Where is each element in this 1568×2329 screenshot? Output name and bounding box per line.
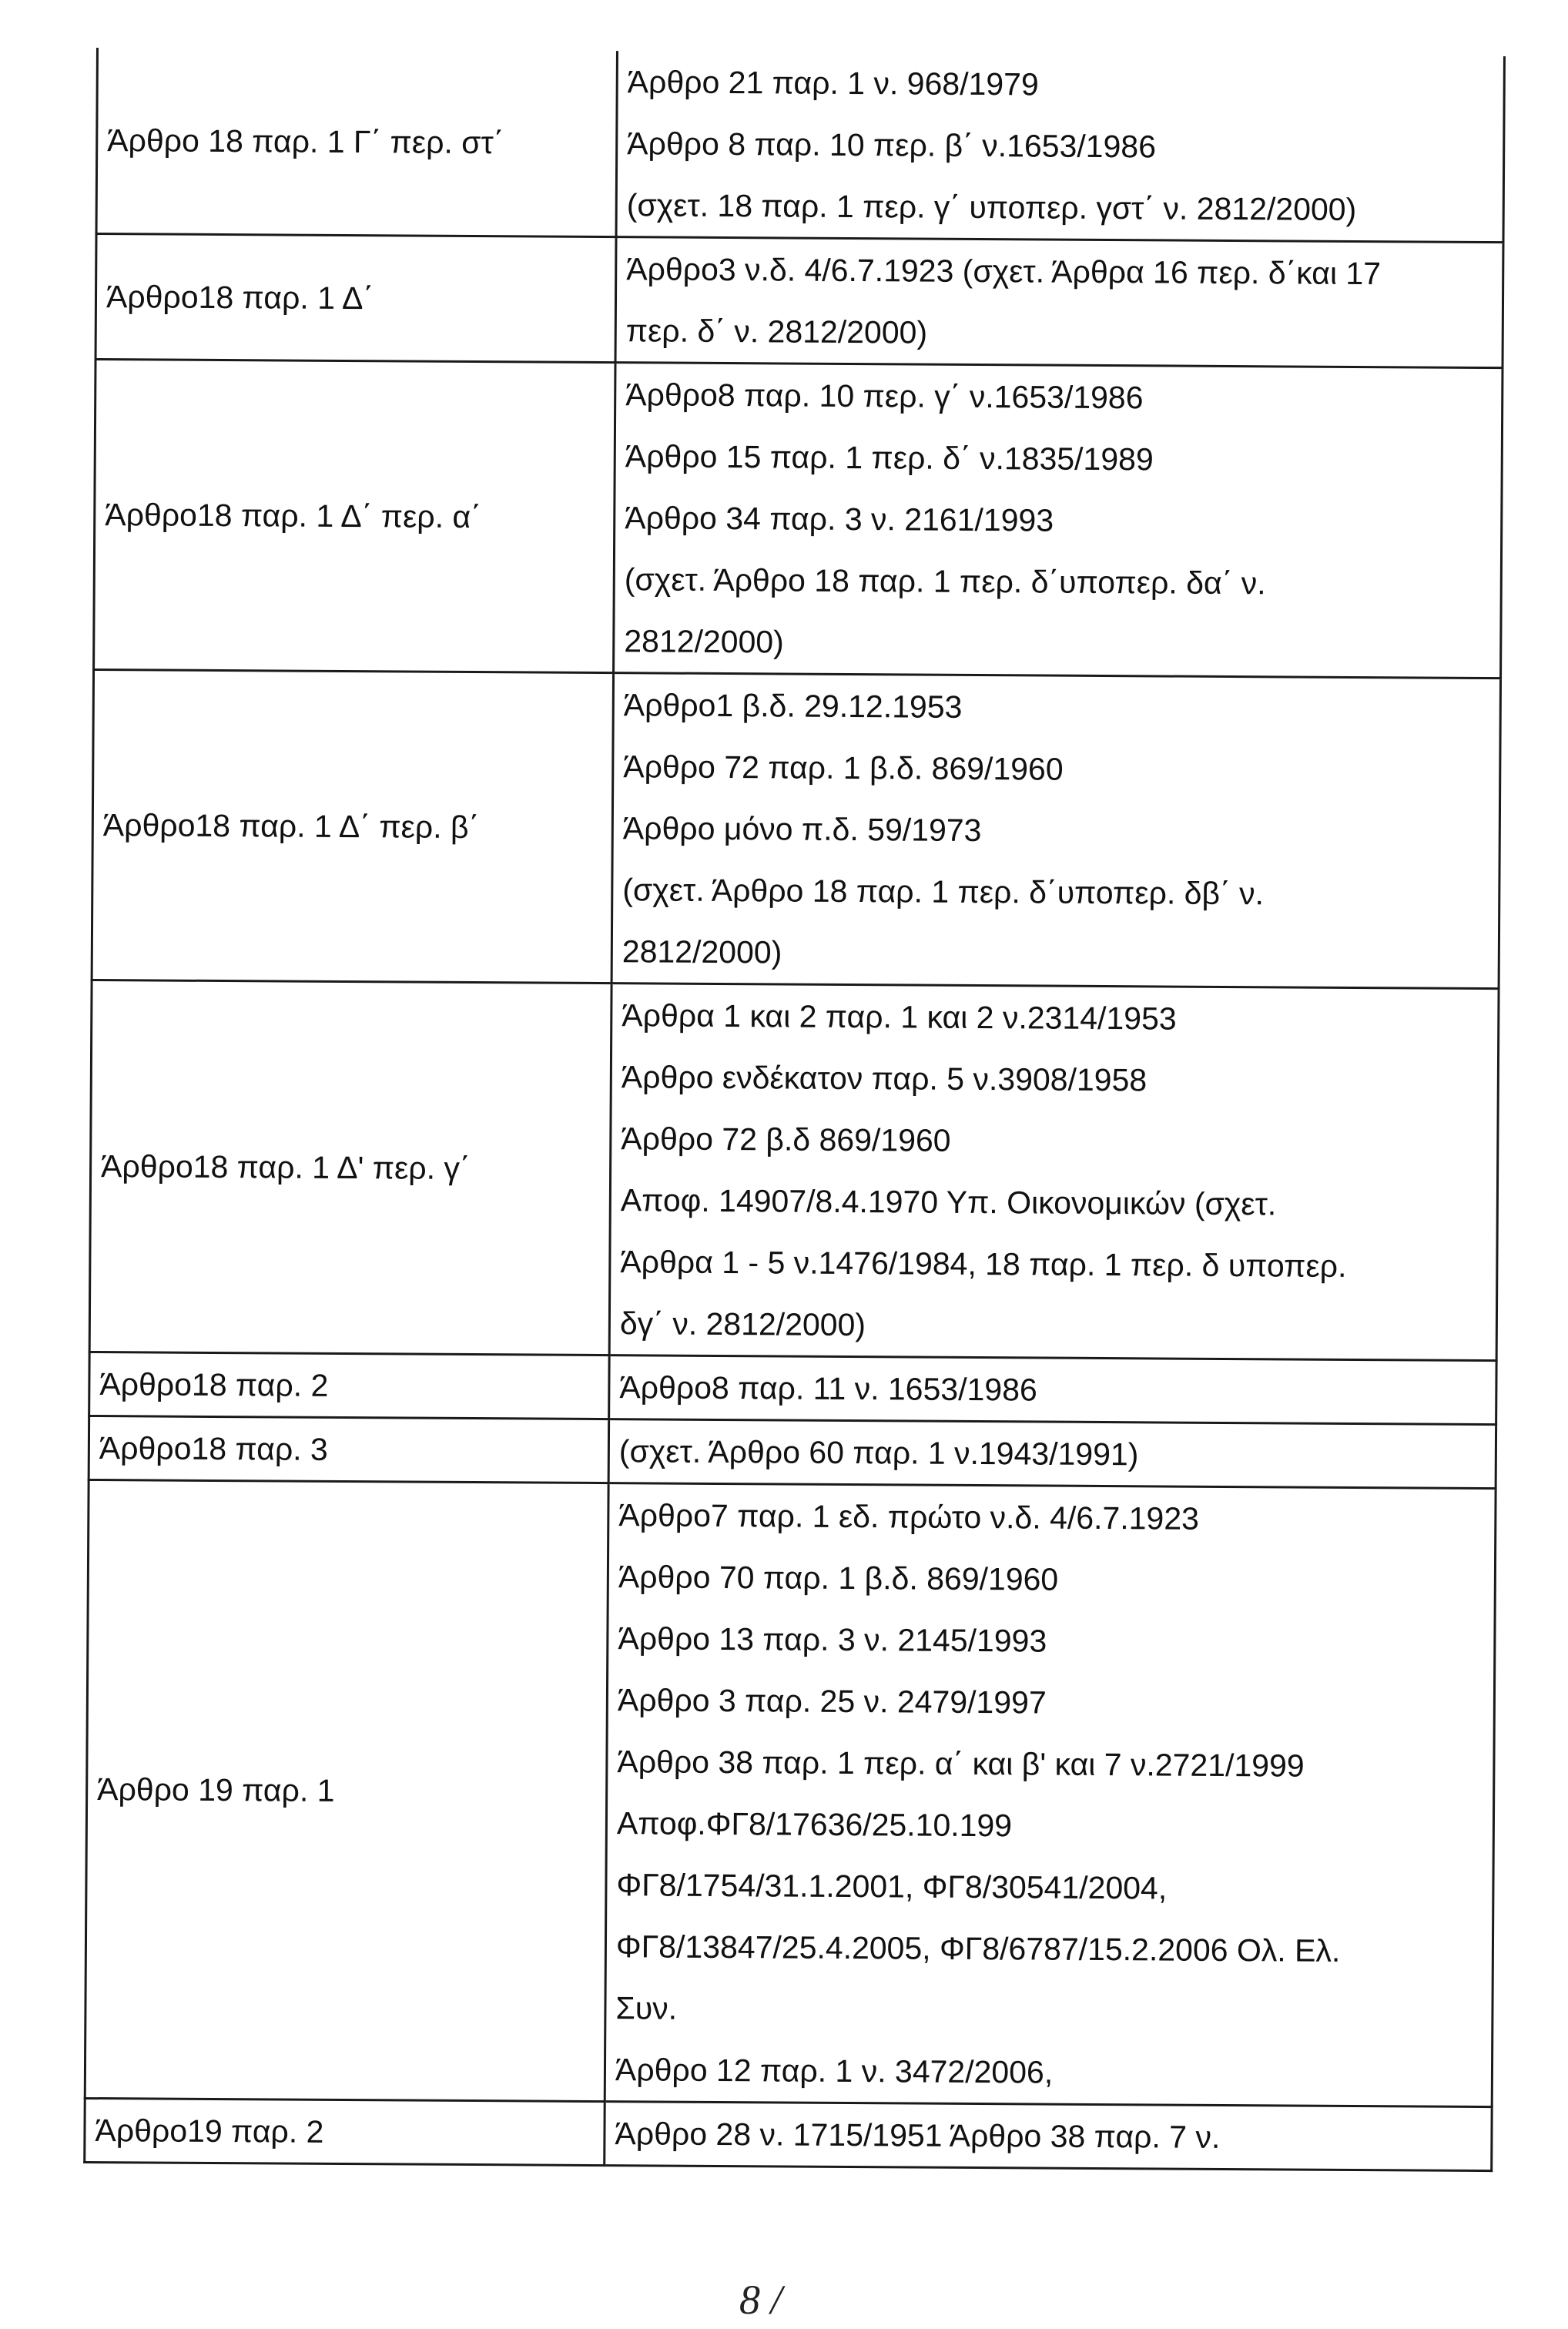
source-line: 2812/2000): [622, 933, 782, 970]
source-line: Συν.: [615, 1990, 678, 2026]
source-cell: [609, 984, 1499, 1361]
source-line: (σχετ. Άρθρο 60 παρ. 1 ν.1943/1991): [618, 1433, 1139, 1473]
source-line: Άρθρο 15 παρ. 1 περ. δ΄ ν.1835/1989: [625, 438, 1154, 478]
source-line: Άρθρο 3 παρ. 25 ν. 2479/1997: [617, 1682, 1047, 1721]
source-line: Άρθρα 1 - 5 ν.1476/1984, 18 παρ. 1 περ. δ υποπερ.: [620, 1244, 1347, 1284]
source-line: Άρθρο7 παρ. 1 εδ. πρώτο ν.δ. 4/6.7.1923: [618, 1497, 1200, 1536]
source-cell: [611, 673, 1500, 989]
source-line: Αποφ. 14907/8.4.1970 Υπ. Οικονομικών (σχετ.: [620, 1182, 1277, 1222]
provision-cell: Άρθρο18 παρ. 1 Δ΄ περ. β΄: [92, 669, 613, 983]
source-cell: [616, 51, 1504, 243]
source-cell: [614, 363, 1503, 679]
table-row: [95, 234, 1503, 368]
provision-cell: Άρθρο19 παρ. 2: [85, 2098, 605, 2165]
provision-cell: Άρθρο 19 παρ. 1: [85, 1480, 608, 2101]
page-number-mark: 8 /: [739, 2277, 782, 2323]
source-line: Άρθρο8 παρ. 10 περ. γ΄ ν.1653/1986: [625, 377, 1144, 416]
source-line: Άρθρο 72 παρ. 1 β.δ. 869/1960: [623, 749, 1064, 787]
source-line: ΦΓ8/13847/25.4.2005, ΦΓ8/6787/15.2.2006 Ολ. Ελ.: [615, 1929, 1341, 1969]
table-row: [89, 1352, 1496, 1424]
provision-cell: Άρθρο18 παρ. 1 Δ΄ περ. α΄: [94, 360, 615, 673]
source-line: Άρθρο μόνο π.δ. 59/1973: [622, 810, 982, 849]
table-row: [96, 48, 1504, 243]
source-line: περ. δ΄ ν. 2812/2000): [625, 313, 928, 350]
provision-cell: Άρθρο18 παρ. 1 Δ' περ. γ΄: [89, 980, 611, 1355]
provision-cell: Άρθρο18 παρ. 2: [89, 1352, 610, 1419]
source-line: Άρθρο 34 παρ. 3 ν. 2161/1993: [625, 500, 1054, 538]
source-line: Άρθρο 72 β.δ 869/1960: [621, 1121, 951, 1158]
table-row: [85, 1480, 1496, 2106]
table-row: [92, 669, 1500, 988]
source-cell: [605, 2102, 1492, 2171]
table-row: [89, 980, 1499, 1360]
source-cell: [608, 1419, 1496, 1489]
source-line: ΦΓ8/1754/31.1.2001, ΦΓ8/30541/2004,: [616, 1867, 1168, 1906]
source-cell: [615, 237, 1503, 368]
table-row: [85, 2098, 1492, 2170]
source-line: Αποφ.ΦΓ8/17636/25.10.199: [616, 1805, 1013, 1844]
table-row: [94, 360, 1503, 679]
provision-cell: Άρθρο18 παρ. 1 Δ΄: [95, 234, 616, 363]
table-row: [89, 1416, 1496, 1488]
source-line: Άρθρο ενδέκατον παρ. 5 ν.3908/1958: [621, 1059, 1148, 1098]
source-line: Άρθρο 13 παρ. 3 ν. 2145/1993: [618, 1620, 1047, 1659]
source-line: Άρθρο3 ν.δ. 4/6.7.1923 (σχετ. Άρθρα 16 περ. δ΄και 17: [626, 251, 1382, 292]
provision-cell: Άρθρο18 παρ. 3: [89, 1416, 609, 1483]
source-line: Άρθρο 28 ν. 1715/1951 Άρθρο 38 παρ. 7 ν.: [615, 2116, 1221, 2155]
source-line: (σχετ. Άρθρο 18 παρ. 1 περ. δ΄υποπερ. δα΄ ν.: [624, 561, 1266, 602]
provision-cell: Άρθρο 18 παρ. 1 Γ΄ περ. στ΄: [96, 48, 617, 237]
source-line: Άρθρο 12 παρ. 1 ν. 3472/2006,: [615, 2052, 1054, 2090]
source-line: Άρθρο 8 παρ. 10 περ. β΄ ν.1653/1986: [627, 126, 1157, 165]
source-cell: [609, 1356, 1496, 1425]
source-line: Άρθρα 1 και 2 παρ. 1 και 2 ν.2314/1953: [622, 997, 1177, 1037]
source-line: Άρθρο 70 παρ. 1 β.δ. 869/1960: [618, 1559, 1059, 1597]
source-line: Άρθρο 38 παρ. 1 περ. α΄ και β' και 7 ν.2721/1999: [617, 1744, 1305, 1784]
source-line: Άρθρο8 παρ. 11 ν. 1653/1986: [619, 1369, 1037, 1408]
source-line: (σχετ. Άρθρο 18 παρ. 1 περ. δ΄υποπερ. δβ΄ ν.: [622, 872, 1265, 912]
source-line: δγ΄ ν. 2812/2000): [619, 1305, 866, 1343]
source-line: 2812/2000): [624, 623, 784, 660]
source-line: (σχετ. 18 παρ. 1 περ. γ΄ υποπερ. γστ΄ ν. 2812/2000): [626, 187, 1357, 227]
source-line: Άρθρο1 β.δ. 29.12.1953: [623, 687, 963, 725]
correspondence-table: [83, 48, 1506, 2172]
source-cell: [605, 1483, 1496, 2107]
source-line: Άρθρο 21 παρ. 1 ν. 968/1979: [627, 64, 1039, 102]
